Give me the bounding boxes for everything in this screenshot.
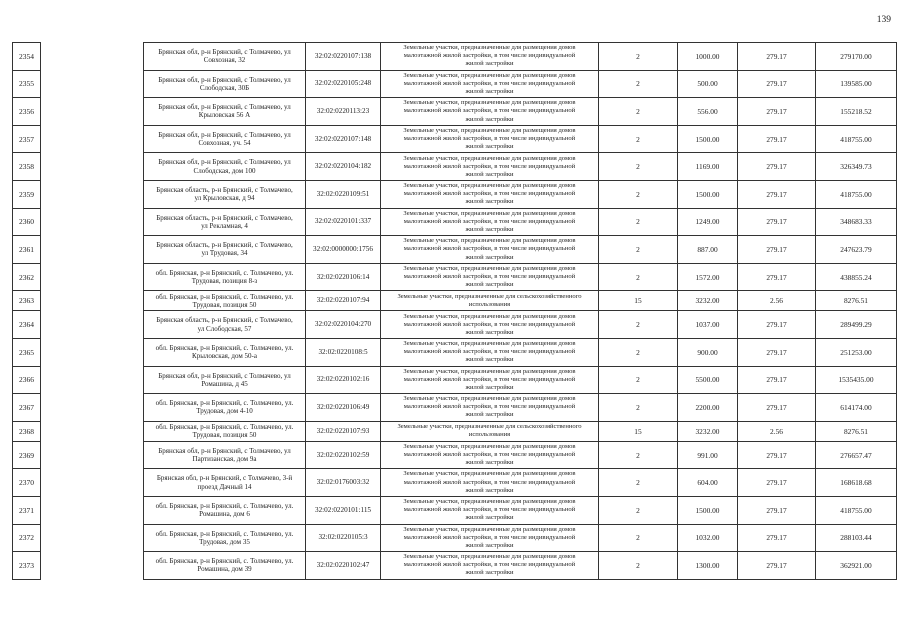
specific-rate: 279.17 — [738, 469, 816, 497]
cadastral-value: 247623.79 — [816, 236, 897, 264]
cadastral-value: 418755.00 — [816, 180, 897, 208]
row-number: 2360 — [13, 208, 41, 236]
land-area: 1500.00 — [678, 496, 738, 524]
address-cell: Брянская обл, р-н Брянский, с Толмачево, ул Слободская, дом 100 — [144, 153, 306, 181]
land-area: 1037.00 — [678, 311, 738, 339]
land-area: 556.00 — [678, 98, 738, 126]
blank-cell — [41, 311, 144, 339]
cadastral-value: 348683.33 — [816, 208, 897, 236]
land-category: Земельные участки, предназначенные для размещения домов малоэтажной жилой застройки, в том числе индивидуальной жилой застройки — [381, 469, 599, 497]
category-code: 2 — [599, 338, 678, 366]
specific-rate: 279.17 — [738, 496, 816, 524]
cadastral-number: 32:02:0220105:3 — [306, 524, 381, 552]
address-cell: обл. Брянская, р-н Брянский, с. Толмачево, ул. Ромашина, дом 6 — [144, 496, 306, 524]
category-code: 2 — [599, 441, 678, 469]
address-cell: Брянская область, р-н Брянский, с Толмачево, ул Трудовая, 34 — [144, 236, 306, 264]
address-cell: обл. Брянская, р-н Брянский, с. Толмачево, ул. Трудовая, позиция 50 — [144, 291, 306, 311]
category-code: 2 — [599, 524, 678, 552]
land-area: 1032.00 — [678, 524, 738, 552]
table-row — [13, 421, 897, 441]
land-category: Земельные участки, предназначенные для размещения домов малоэтажной жилой застройки, в том числе индивидуальной жилой застройки — [381, 311, 599, 339]
category-code: 2 — [599, 236, 678, 264]
specific-rate: 279.17 — [738, 180, 816, 208]
category-code: 2 — [599, 180, 678, 208]
category-code: 15 — [599, 421, 678, 441]
address-cell: Брянская обл, р-н Брянский, с Толмачево, ул Крыловская 56 А — [144, 98, 306, 126]
table-row — [13, 208, 897, 236]
blank-cell — [41, 524, 144, 552]
cadastral-number: 32:02:0220104:270 — [306, 311, 381, 339]
land-category: Земельные участки, предназначенные для размещения домов малоэтажной жилой застройки, в том числе индивидуальной жилой застройки — [381, 552, 599, 580]
blank-cell — [41, 291, 144, 311]
row-number: 2356 — [13, 98, 41, 126]
cadastral-number: 32:02:0220109:51 — [306, 180, 381, 208]
category-code: 2 — [599, 263, 678, 291]
land-category: Земельные участки, предназначенные для размещения домов малоэтажной жилой застройки, в том числе индивидуальной жилой застройки — [381, 394, 599, 422]
category-code: 2 — [599, 366, 678, 394]
address-cell: обл. Брянская, р-н Брянский, с. Толмачево, ул. Трудовая, дом 4-10 — [144, 394, 306, 422]
land-category: Земельные участки, предназначенные для размещения домов малоэтажной жилой застройки, в том числе индивидуальной жилой застройки — [381, 366, 599, 394]
row-number: 2372 — [13, 524, 41, 552]
cadastral-number: 32:02:0220105:248 — [306, 70, 381, 98]
category-code: 2 — [599, 394, 678, 422]
specific-rate: 279.17 — [738, 208, 816, 236]
specific-rate: 279.17 — [738, 263, 816, 291]
cadastral-number: 32:02:0220107:138 — [306, 43, 381, 71]
cadastral-number: 32:02:0220104:182 — [306, 153, 381, 181]
specific-rate: 279.17 — [738, 43, 816, 71]
category-code: 2 — [599, 311, 678, 339]
land-category: Земельные участки, предназначенные для размещения домов малоэтажной жилой застройки, в том числе индивидуальной жилой застройки — [381, 70, 599, 98]
row-number: 2371 — [13, 496, 41, 524]
cadastral-number: 32:02:0220106:14 — [306, 263, 381, 291]
land-area: 1169.00 — [678, 153, 738, 181]
blank-cell — [41, 469, 144, 497]
specific-rate: 279.17 — [738, 125, 816, 153]
specific-rate: 279.17 — [738, 524, 816, 552]
row-number: 2373 — [13, 552, 41, 580]
land-area: 500.00 — [678, 70, 738, 98]
address-cell: обл. Брянская, р-н Брянский, с. Толмачево, ул. Ромашина, дом 39 — [144, 552, 306, 580]
land-category: Земельные участки, предназначенные для размещения домов малоэтажной жилой застройки, в том числе индивидуальной жилой застройки — [381, 441, 599, 469]
land-area: 1500.00 — [678, 125, 738, 153]
land-category: Земельные участки, предназначенные для размещения домов малоэтажной жилой застройки, в том числе индивидуальной жилой застройки — [381, 180, 599, 208]
address-cell: обл. Брянская, р-н Брянский, с. Толмачево, ул. Трудовая, позиция 8-з — [144, 263, 306, 291]
cadastral-value: 8276.51 — [816, 291, 897, 311]
row-number: 2355 — [13, 70, 41, 98]
cadastral-value: 362921.00 — [816, 552, 897, 580]
specific-rate: 279.17 — [738, 98, 816, 126]
register-table — [12, 42, 897, 580]
cadastral-value: 418755.00 — [816, 496, 897, 524]
land-area: 1500.00 — [678, 180, 738, 208]
specific-rate: 279.17 — [738, 552, 816, 580]
row-number: 2357 — [13, 125, 41, 153]
land-category: Земельные участки, предназначенные для размещения домов малоэтажной жилой застройки, в том числе индивидуальной жилой застройки — [381, 43, 599, 71]
table-row — [13, 338, 897, 366]
category-code: 2 — [599, 153, 678, 181]
category-code: 2 — [599, 208, 678, 236]
row-number: 2359 — [13, 180, 41, 208]
cadastral-value: 276657.47 — [816, 441, 897, 469]
cadastral-value: 139585.00 — [816, 70, 897, 98]
table-row — [13, 43, 897, 71]
row-number: 2354 — [13, 43, 41, 71]
cadastral-number: 32:02:0220102:59 — [306, 441, 381, 469]
blank-cell — [41, 263, 144, 291]
land-category: Земельные участки, предназначенные для размещения домов малоэтажной жилой застройки, в том числе индивидуальной жилой застройки — [381, 236, 599, 264]
specific-rate: 279.17 — [738, 366, 816, 394]
cadastral-number: 32:02:0220107:94 — [306, 291, 381, 311]
land-area: 1300.00 — [678, 552, 738, 580]
land-area: 3232.00 — [678, 421, 738, 441]
specific-rate: 2.56 — [738, 421, 816, 441]
land-category: Земельные участки, предназначенные для размещения домов малоэтажной жилой застройки, в том числе индивидуальной жилой застройки — [381, 496, 599, 524]
blank-cell — [41, 552, 144, 580]
blank-cell — [41, 496, 144, 524]
cadastral-number: 32:02:0220101:115 — [306, 496, 381, 524]
land-area: 900.00 — [678, 338, 738, 366]
row-number: 2369 — [13, 441, 41, 469]
land-category: Земельные участки, предназначенные для размещения домов малоэтажной жилой застройки, в том числе индивидуальной жилой застройки — [381, 338, 599, 366]
cadastral-value: 1535435.00 — [816, 366, 897, 394]
category-code: 2 — [599, 70, 678, 98]
cadastral-value: 614174.00 — [816, 394, 897, 422]
table-row — [13, 366, 897, 394]
cadastral-value: 155218.52 — [816, 98, 897, 126]
land-area: 1249.00 — [678, 208, 738, 236]
address-cell: Брянская обл, р-н Брянский, с Толмачево, ул Совхозная, уч. 54 — [144, 125, 306, 153]
land-area: 2200.00 — [678, 394, 738, 422]
cadastral-number: 32:02:0220102:47 — [306, 552, 381, 580]
row-number: 2370 — [13, 469, 41, 497]
category-code: 2 — [599, 125, 678, 153]
table-row — [13, 236, 897, 264]
land-category: Земельные участки, предназначенные для размещения домов малоэтажной жилой застройки, в том числе индивидуальной жилой застройки — [381, 263, 599, 291]
table-row — [13, 125, 897, 153]
table-row — [13, 496, 897, 524]
blank-cell — [41, 125, 144, 153]
specific-rate: 279.17 — [738, 236, 816, 264]
cadastral-value: 289499.29 — [816, 311, 897, 339]
land-category: Земельные участки, предназначенные для сельскохозяйственного использования — [381, 291, 599, 311]
table-row — [13, 153, 897, 181]
cadastral-value: 8276.51 — [816, 421, 897, 441]
address-cell: Брянская обл, р-н Брянский, с Толмачево, ул Партизанская, дом 9а — [144, 441, 306, 469]
category-code: 2 — [599, 98, 678, 126]
land-area: 604.00 — [678, 469, 738, 497]
blank-cell — [41, 208, 144, 236]
blank-cell — [41, 70, 144, 98]
land-area: 1572.00 — [678, 263, 738, 291]
cadastral-number: 32:02:0176003:32 — [306, 469, 381, 497]
row-number: 2358 — [13, 153, 41, 181]
land-category: Земельные участки, предназначенные для сельскохозяйственного использования — [381, 421, 599, 441]
table-row — [13, 441, 897, 469]
category-code: 2 — [599, 552, 678, 580]
specific-rate: 279.17 — [738, 153, 816, 181]
row-number: 2362 — [13, 263, 41, 291]
row-number: 2361 — [13, 236, 41, 264]
land-area: 5500.00 — [678, 366, 738, 394]
cadastral-value: 326349.73 — [816, 153, 897, 181]
land-category: Земельные участки, предназначенные для размещения домов малоэтажной жилой застройки, в том числе индивидуальной жилой застройки — [381, 153, 599, 181]
land-category: Земельные участки, предназначенные для размещения домов малоэтажной жилой застройки, в том числе индивидуальной жилой застройки — [381, 524, 599, 552]
blank-cell — [41, 98, 144, 126]
category-code: 15 — [599, 291, 678, 311]
cadastral-number: 32:02:0220108:5 — [306, 338, 381, 366]
land-area: 887.00 — [678, 236, 738, 264]
land-area: 991.00 — [678, 441, 738, 469]
blank-cell — [41, 153, 144, 181]
cadastral-number: 32:02:0220102:16 — [306, 366, 381, 394]
page-number: 139 — [876, 15, 891, 25]
land-area: 1000.00 — [678, 43, 738, 71]
blank-cell — [41, 441, 144, 469]
table-row — [13, 98, 897, 126]
table-row — [13, 552, 897, 580]
register-body — [13, 43, 897, 580]
land-category: Земельные участки, предназначенные для размещения домов малоэтажной жилой застройки, в том числе индивидуальной жилой застройки — [381, 98, 599, 126]
cadastral-number: 32:02:0220107:93 — [306, 421, 381, 441]
table-row — [13, 524, 897, 552]
category-code: 2 — [599, 43, 678, 71]
specific-rate: 279.17 — [738, 70, 816, 98]
address-cell: Брянская область, р-н Брянский, с Толмачево, ул Рекламная, 4 — [144, 208, 306, 236]
row-number: 2366 — [13, 366, 41, 394]
cadastral-value: 279170.00 — [816, 43, 897, 71]
address-cell: обл. Брянская, р-н Брянский, с. Толмачево, ул. Крыловская, дом 50-а — [144, 338, 306, 366]
cadastral-number: 32:02:0220106:49 — [306, 394, 381, 422]
cadastral-value: 251253.00 — [816, 338, 897, 366]
cadastral-value: 418755.00 — [816, 125, 897, 153]
land-category: Земельные участки, предназначенные для размещения домов малоэтажной жилой застройки, в том числе индивидуальной жилой застройки — [381, 125, 599, 153]
specific-rate: 279.17 — [738, 338, 816, 366]
cadastral-number: 32:02:0000000:1756 — [306, 236, 381, 264]
address-cell: Брянская область, р-н Брянский, с Толмачево, ул Крыловская, д 94 — [144, 180, 306, 208]
row-number: 2364 — [13, 311, 41, 339]
blank-cell — [41, 338, 144, 366]
address-cell: Брянская обл, р-н Брянский, с Толмачево, ул Совхозная, 32 — [144, 43, 306, 71]
specific-rate: 2.56 — [738, 291, 816, 311]
category-code: 2 — [599, 469, 678, 497]
address-cell: обл. Брянская, р-н Брянский, с. Толмачево, ул. Трудовая, позиция 50 — [144, 421, 306, 441]
address-cell: Брянская обл, р-н Брянский, с Толмачево, ул Ромашина, д 45 — [144, 366, 306, 394]
cadastral-number: 32:02:0220101:337 — [306, 208, 381, 236]
cadastral-value: 438855.24 — [816, 263, 897, 291]
cadastral-number: 32:02:0220113:23 — [306, 98, 381, 126]
blank-cell — [41, 421, 144, 441]
address-cell: Брянская обл, р-н Брянский, с Толмачево, 3-й проезд Дачный 14 — [144, 469, 306, 497]
land-category: Земельные участки, предназначенные для размещения домов малоэтажной жилой застройки, в том числе индивидуальной жилой застройки — [381, 208, 599, 236]
row-number: 2365 — [13, 338, 41, 366]
row-number: 2367 — [13, 394, 41, 422]
address-cell: обл. Брянская, р-н Брянский, с. Толмачево, ул. Трудовая, дом 35 — [144, 524, 306, 552]
table-row — [13, 394, 897, 422]
blank-cell — [41, 236, 144, 264]
table-row — [13, 469, 897, 497]
address-cell: Брянская обл, р-н Брянский, с Толмачево, ул Слободская, 30Б — [144, 70, 306, 98]
table-row — [13, 311, 897, 339]
address-cell: Брянская область, р-н Брянский, с Толмачево, ул Слободская, 57 — [144, 311, 306, 339]
land-area: 3232.00 — [678, 291, 738, 311]
cadastral-number: 32:02:0220107:148 — [306, 125, 381, 153]
specific-rate: 279.17 — [738, 394, 816, 422]
blank-cell — [41, 180, 144, 208]
specific-rate: 279.17 — [738, 311, 816, 339]
table-row — [13, 291, 897, 311]
cadastral-value: 288103.44 — [816, 524, 897, 552]
blank-cell — [41, 394, 144, 422]
table-row — [13, 263, 897, 291]
specific-rate: 279.17 — [738, 441, 816, 469]
row-number: 2363 — [13, 291, 41, 311]
cadastral-value: 168618.68 — [816, 469, 897, 497]
category-code: 2 — [599, 496, 678, 524]
blank-cell — [41, 366, 144, 394]
row-number: 2368 — [13, 421, 41, 441]
table-row — [13, 180, 897, 208]
table-row — [13, 70, 897, 98]
blank-cell — [41, 43, 144, 71]
